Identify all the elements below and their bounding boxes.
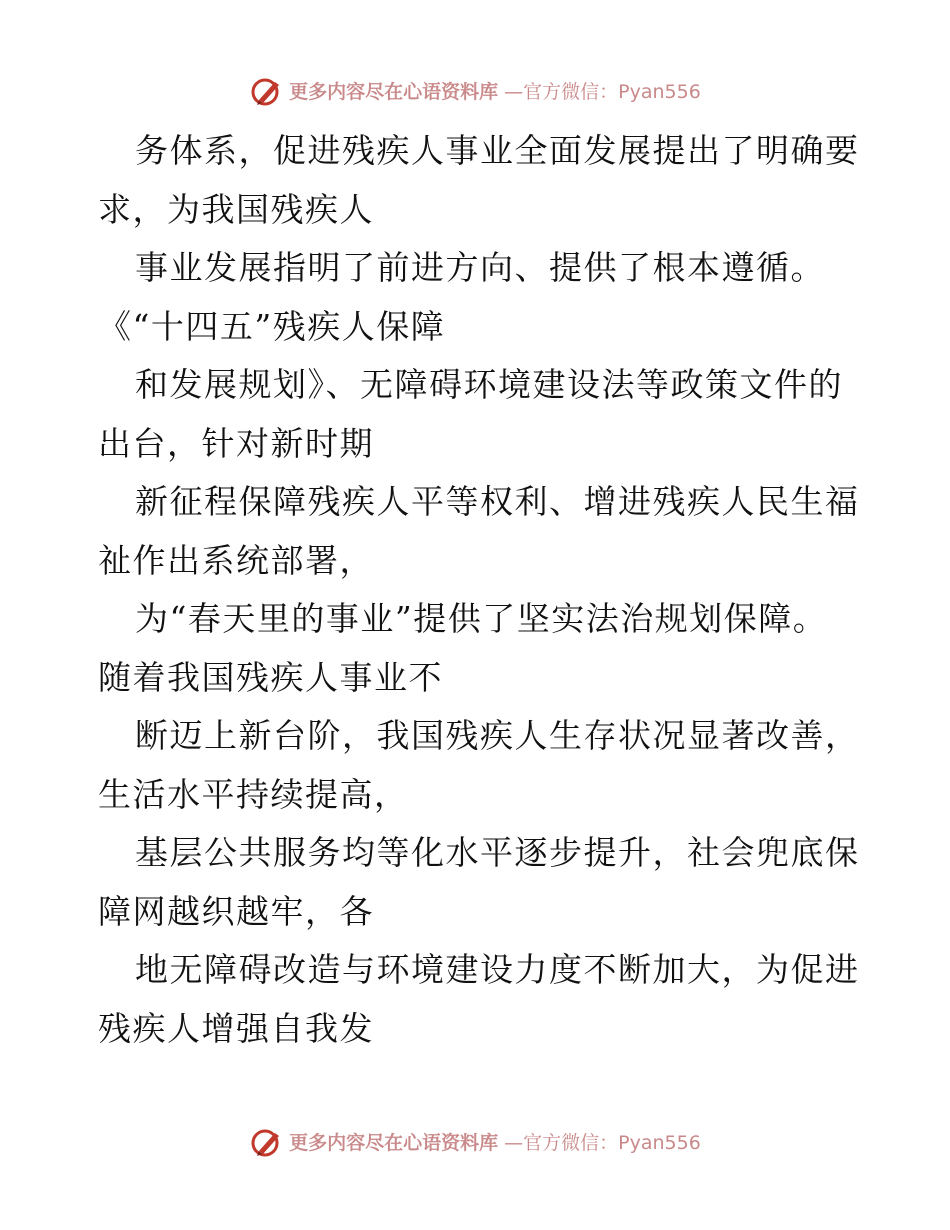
text-line: 务体系，促进残疾人事业全面发展提出了明确要 — [135, 131, 860, 170]
text-line: 为“春天里的事业”提供了坚实法治规划保障。 — [135, 599, 828, 638]
watermark-main-text: 更多内容尽在心语资料库 — [289, 81, 499, 103]
watermark-contact-text: —官方微信：Pyan556 — [504, 1132, 701, 1154]
watermark-contact-text: —官方微信：Pyan556 — [504, 81, 701, 103]
text-line: 事业发展指明了前进方向、提供了根本遵循。 — [135, 248, 825, 287]
text-line: 断迈上新台阶，我国残疾人生存状况显著改善， — [135, 716, 860, 755]
pen-logo-icon — [249, 1127, 283, 1159]
text-line: 《“十四五”残疾人保障 — [98, 306, 446, 346]
watermark-main-text: 更多内容尽在心语资料库 — [289, 1132, 499, 1154]
text-line: 和发展规划》、无障碍环境建设法等政策文件的 — [135, 365, 843, 404]
header-watermark — [0, 76, 950, 108]
text-line: 生活水平持续提高， — [98, 774, 409, 814]
text-line: 祉作出系统部署， — [98, 540, 374, 580]
text-line: 求，为我国残疾人 — [98, 189, 374, 229]
text-line: 新征程保障残疾人平等权利、增进残疾人民生福 — [135, 482, 860, 521]
footer-watermark — [0, 1127, 950, 1159]
text-line: 出台，针对新时期 — [98, 423, 374, 463]
text-line: 地无障碍改造与环境建设力度不断加大，为促进 — [135, 950, 860, 989]
text-line: 基层公共服务均等化水平逐步提升，社会兜底保 — [135, 833, 860, 872]
document-body — [98, 122, 858, 1058]
text-line: 残疾人增强自我发 — [98, 1008, 374, 1048]
text-line: 随着我国残疾人事业不 — [98, 657, 443, 697]
pen-logo-icon — [249, 76, 283, 108]
text-line: 障网越织越牢，各 — [98, 891, 374, 931]
